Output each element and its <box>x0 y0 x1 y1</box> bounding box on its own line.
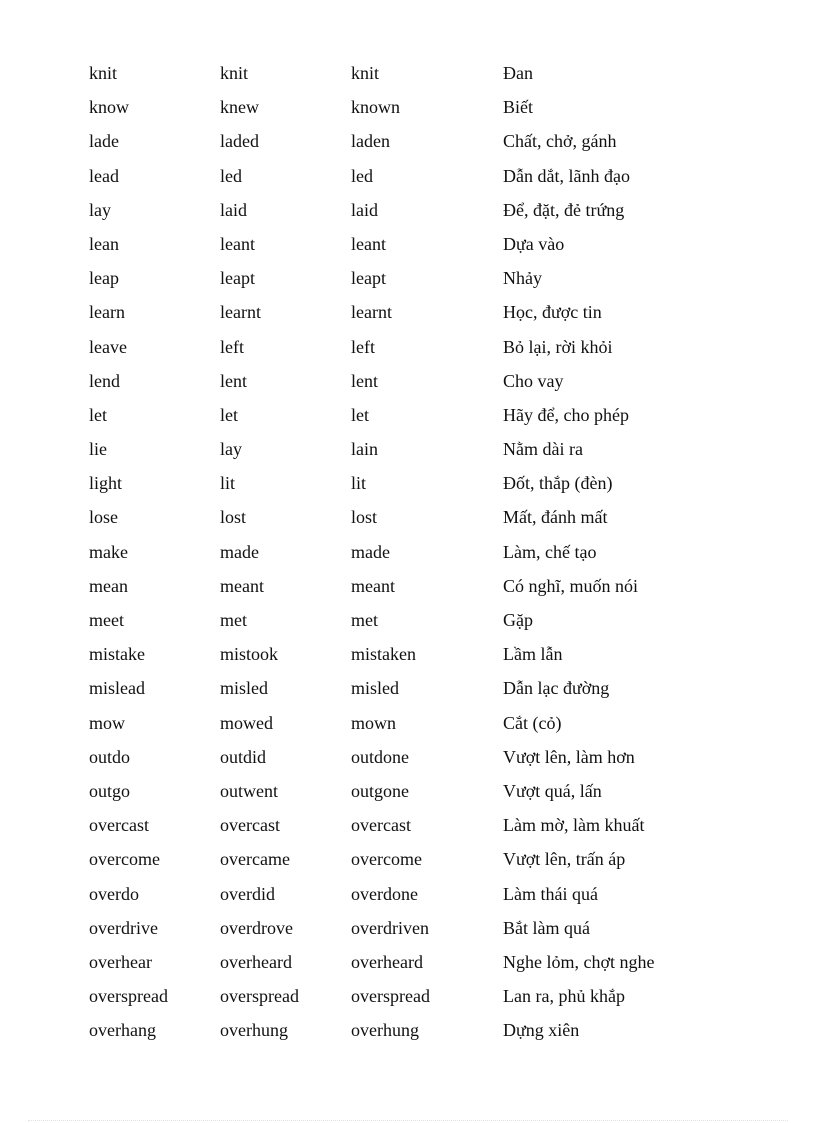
base-form-cell: learn <box>89 302 125 323</box>
past-simple-cell: overspread <box>220 986 299 1007</box>
base-form-cell: outgo <box>89 780 131 801</box>
past-simple-cell: met <box>220 610 247 630</box>
past-simple-cell: lost <box>220 507 247 528</box>
past-participle-cell: knit <box>351 63 380 83</box>
table-row <box>89 740 729 774</box>
meaning-cell: Dựng xiên <box>503 1020 580 1041</box>
past-simple-cell: lit <box>220 473 236 494</box>
table-row <box>89 979 729 1013</box>
past-participle-cell: laden <box>351 131 390 152</box>
meaning-cell: Dẫn lạc đường <box>503 678 610 699</box>
past-simple-cell: outwent <box>220 780 278 801</box>
meaning-cell: Có nghĩ, muốn nói <box>503 575 639 596</box>
past-simple-cell: overdrove <box>220 917 293 938</box>
meaning-cell: Đan <box>503 63 533 83</box>
base-form-cell: overdo <box>89 883 139 904</box>
table-row <box>89 569 729 603</box>
table-row <box>89 706 729 740</box>
past-participle-cell: meant <box>351 575 395 596</box>
meaning-cell: Bắt làm quá <box>503 917 590 938</box>
table-row <box>89 159 729 193</box>
past-simple-cell: lent <box>220 370 247 391</box>
meaning-cell: Học, được tin <box>503 302 602 323</box>
base-form-cell: overcast <box>89 815 149 836</box>
past-simple-cell: laded <box>220 131 259 152</box>
base-form-cell: lay <box>89 199 111 220</box>
meaning-cell: Dẫn dắt, lãnh đạo <box>503 165 630 186</box>
meaning-cell: Bỏ lại, rời khỏi <box>503 336 613 357</box>
past-participle-cell: leapt <box>351 268 386 289</box>
table-row <box>89 330 729 364</box>
meaning-cell: Dựa vào <box>503 233 565 254</box>
past-participle-cell: overcome <box>351 849 422 870</box>
past-participle-cell: outgone <box>351 780 409 801</box>
meaning-cell: Vượt lên, làm hơn <box>503 746 635 767</box>
past-simple-cell: leant <box>220 233 255 254</box>
meaning-cell: Nghe lỏm, chợt nghe <box>503 951 655 972</box>
base-form-cell: lose <box>89 507 118 528</box>
past-participle-cell: met <box>351 610 378 630</box>
table-row <box>89 774 729 808</box>
base-form-cell: overhang <box>89 1020 156 1041</box>
table-row <box>89 911 729 945</box>
table-row <box>89 227 729 261</box>
past-participle-cell: made <box>351 541 390 562</box>
meaning-cell: Cho vay <box>503 370 564 391</box>
past-participle-cell: known <box>351 97 400 118</box>
past-simple-cell: mistook <box>220 644 279 665</box>
base-form-cell: lean <box>89 233 119 254</box>
meaning-cell: Để, đặt, đẻ trứng <box>503 199 625 220</box>
page-bottom-rule <box>28 1120 788 1121</box>
table-row <box>89 398 729 432</box>
table-row <box>89 877 729 911</box>
past-participle-cell: overdriven <box>351 917 429 938</box>
past-simple-cell: overcame <box>220 849 290 870</box>
past-simple-cell: laid <box>220 199 247 220</box>
past-simple-cell: learnt <box>220 302 261 323</box>
past-participle-cell: overhung <box>351 1020 419 1041</box>
base-form-cell: lead <box>89 165 119 186</box>
meaning-cell: Lan ra, phủ khắp <box>503 986 625 1007</box>
base-form-cell: lade <box>89 131 119 152</box>
meaning-cell: Cắt (cỏ) <box>503 712 562 733</box>
base-form-cell: mow <box>89 712 125 733</box>
past-participle-cell: leant <box>351 233 386 254</box>
base-form-cell: make <box>89 541 128 562</box>
table-row <box>89 364 729 398</box>
past-simple-cell: knit <box>220 63 249 83</box>
past-simple-cell: overheard <box>220 951 292 972</box>
past-participle-cell: learnt <box>351 302 392 323</box>
table-row <box>89 808 729 842</box>
meaning-cell: Vượt lên, trấn áp <box>503 849 626 870</box>
base-form-cell: lie <box>89 439 107 460</box>
past-participle-cell: laid <box>351 199 378 220</box>
past-simple-cell: misled <box>220 678 268 699</box>
past-participle-cell: overspread <box>351 986 430 1007</box>
irregular-verb-table <box>89 56 729 1047</box>
table-row <box>89 193 729 227</box>
table-row <box>89 466 729 500</box>
base-form-cell: knit <box>89 63 118 83</box>
base-form-cell: let <box>89 404 107 425</box>
base-form-cell: overcome <box>89 849 160 870</box>
past-simple-cell: left <box>220 336 244 357</box>
past-participle-cell: lost <box>351 507 378 528</box>
table-row <box>89 90 729 124</box>
table-row <box>89 535 729 569</box>
meaning-cell: Làm, chế tạo <box>503 541 597 562</box>
meaning-cell: Biết <box>503 97 533 118</box>
past-participle-cell: overdone <box>351 883 418 904</box>
past-simple-cell: outdid <box>220 746 267 767</box>
base-form-cell: lend <box>89 370 120 391</box>
table-row <box>89 56 729 90</box>
meaning-cell: Gặp <box>503 610 533 630</box>
base-form-cell: overhear <box>89 951 152 972</box>
past-participle-cell: led <box>351 165 373 186</box>
past-simple-cell: lay <box>220 439 242 460</box>
meaning-cell: Làm thái quá <box>503 883 598 904</box>
past-participle-cell: outdone <box>351 746 409 767</box>
table-row <box>89 671 729 705</box>
past-simple-cell: mowed <box>220 712 273 733</box>
past-simple-cell: leapt <box>220 268 255 289</box>
table-row <box>89 124 729 158</box>
past-participle-cell: lain <box>351 439 378 460</box>
past-simple-cell: led <box>220 165 242 186</box>
meaning-cell: Mất, đánh mất <box>503 507 608 528</box>
past-simple-cell: overhung <box>220 1020 288 1041</box>
meaning-cell: Vượt quá, lấn <box>503 780 602 801</box>
past-simple-cell: overcast <box>220 815 280 836</box>
past-simple-cell: overdid <box>220 883 275 904</box>
table-row <box>89 295 729 329</box>
past-participle-cell: lent <box>351 370 378 391</box>
past-simple-cell: meant <box>220 575 264 596</box>
past-simple-cell: let <box>220 404 238 425</box>
table-row <box>89 1013 729 1047</box>
base-form-cell: outdo <box>89 746 131 767</box>
base-form-cell: mean <box>89 575 128 596</box>
past-simple-cell: made <box>220 541 259 562</box>
base-form-cell: know <box>89 97 129 118</box>
table-row <box>89 637 729 671</box>
past-participle-cell: left <box>351 336 375 357</box>
base-form-cell: mistake <box>89 644 145 665</box>
past-participle-cell: misled <box>351 678 399 699</box>
past-participle-cell: overheard <box>351 951 423 972</box>
meaning-cell: Làm mờ, làm khuất <box>503 815 645 836</box>
past-participle-cell: overcast <box>351 815 411 836</box>
base-form-cell: overspread <box>89 986 168 1007</box>
past-simple-cell: knew <box>220 97 259 118</box>
table-row <box>89 432 729 466</box>
past-participle-cell: lit <box>351 473 367 494</box>
meaning-cell: Lầm lẫn <box>503 644 563 665</box>
base-form-cell: leap <box>89 268 119 289</box>
meaning-cell: Chất, chở, gánh <box>503 131 617 152</box>
past-participle-cell: let <box>351 404 369 425</box>
table-row <box>89 500 729 534</box>
table-row <box>89 603 729 637</box>
table-row <box>89 842 729 876</box>
base-form-cell: overdrive <box>89 917 158 938</box>
meaning-cell: Nằm dài ra <box>503 439 583 460</box>
past-participle-cell: mown <box>351 712 396 733</box>
table-row <box>89 945 729 979</box>
past-participle-cell: mistaken <box>351 644 416 665</box>
meaning-cell: Nhảy <box>503 268 542 289</box>
table-row <box>89 261 729 295</box>
base-form-cell: light <box>89 473 123 494</box>
base-form-cell: meet <box>89 610 124 630</box>
base-form-cell: mislead <box>89 678 145 699</box>
meaning-cell: Đốt, thắp (đèn) <box>503 473 613 494</box>
base-form-cell: leave <box>89 336 127 357</box>
meaning-cell: Hãy để, cho phép <box>503 404 629 425</box>
